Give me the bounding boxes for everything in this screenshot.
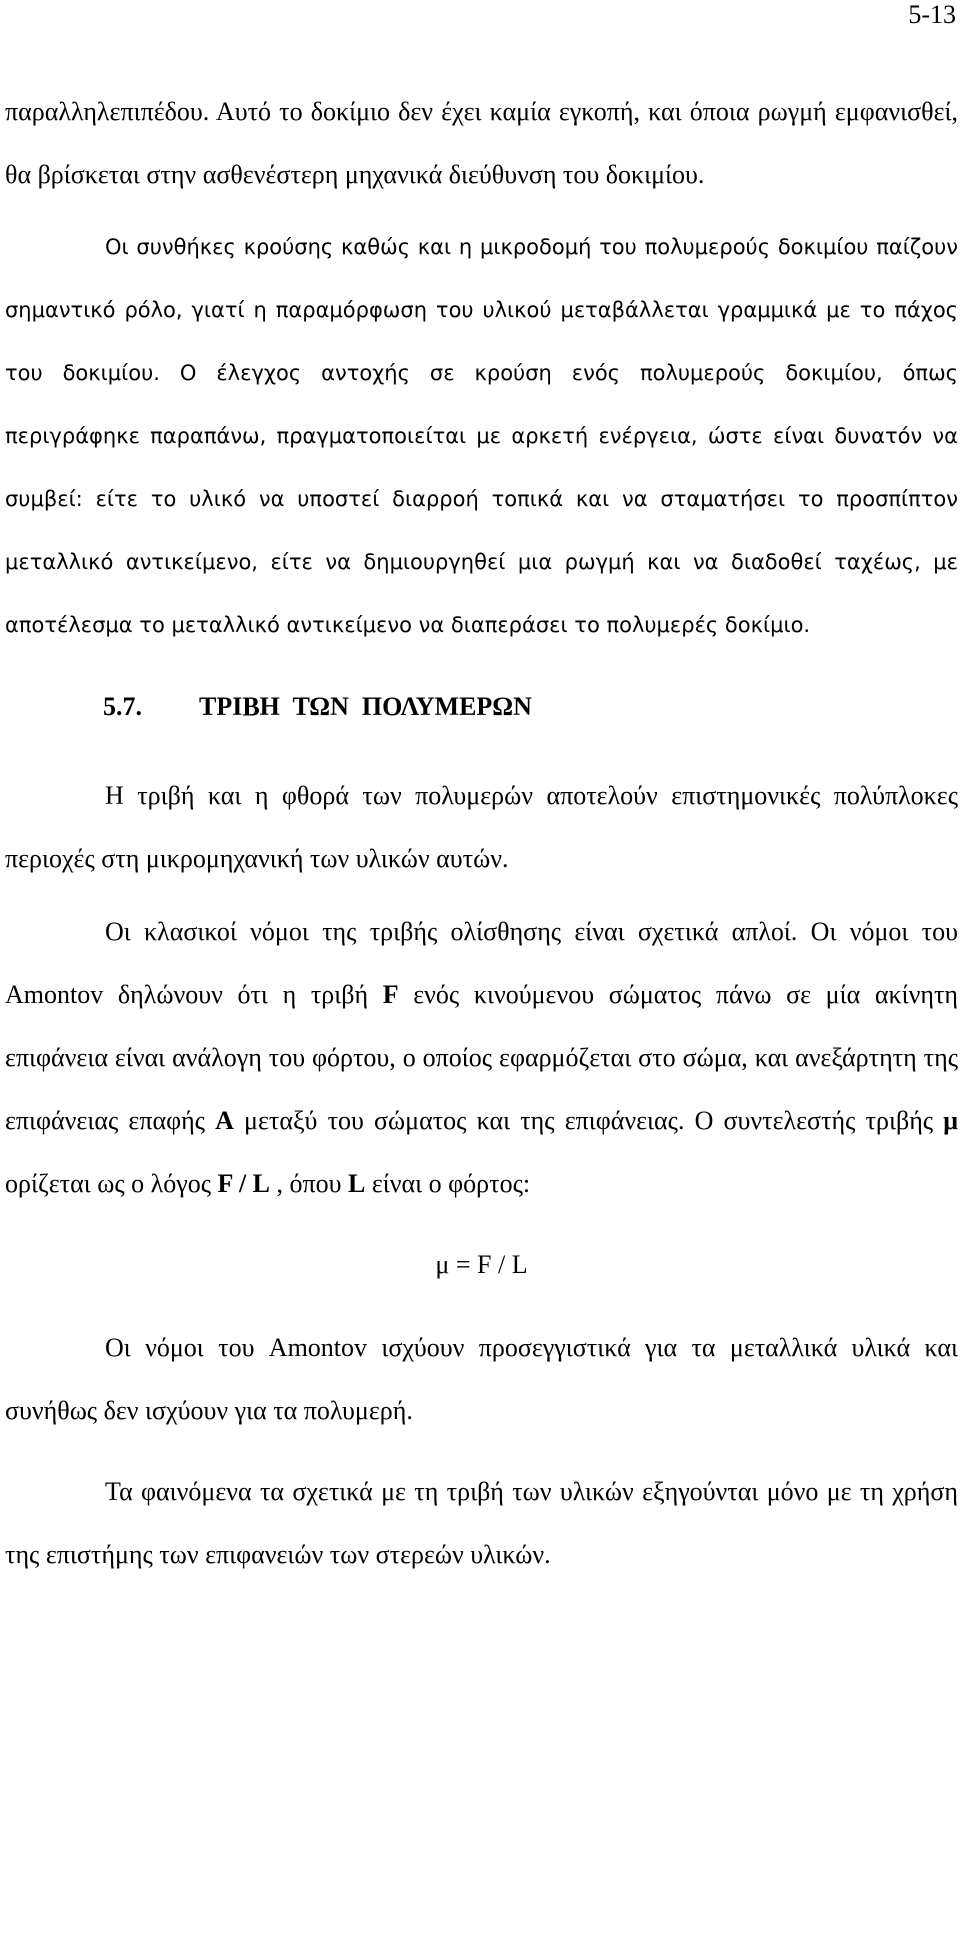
- paragraph-amontov-laws: Οι κλασικοί νόμοι της τριβής ολίσθησης είναι σχετικά απλοί. Οι νόμοι του Amontov δηλώνουν ότι η τριβή F ενός κινούμενου σώματος πάνω σε μία ακίνητη επιφάνεια είναι ανάλογη του φόρτου, ο οποίος εφαρμόζεται στο σώμα, και ανεξάρτητη της επιφάνειας επαφής Α μεταξύ του σώματος και της επιφάνειας. Ο συντελεστής τριβής μ ορίζεται ως ο λόγος F / L , όπου L είναι ο φόρτος:: [5, 917, 958, 1198]
- paragraph-continuation: παραλληλεπιπέδου. Αυτό το δοκίμιο δεν έχει καμία εγκοπή, και όποια ρωγμή εμφανισθεί, θα βρίσκεται στην ασθενέστερη μηχανικά διεύθυνση του δοκιμίου.: [5, 97, 958, 189]
- paragraph-surface-science: Τα φαινόμενα τα σχετικά με τη τριβή των υλικών εξηγούνται μόνο με τη χρήση της επιστήμης των επιφανειών των στερεών υλικών.: [5, 1477, 958, 1569]
- friction-coefficient-formula: μ = F / L: [435, 1250, 528, 1279]
- symbol-mu: μ: [943, 1106, 958, 1135]
- page-number: 5-13: [908, 0, 956, 29]
- page-content: [5, 80, 958, 1586]
- paragraph-impact-conditions: Οι συνθήκες κρούσης καθώς και η μικροδομή του πολυμερούς δοκιμίου παίζουν σημαντικό ρόλο, γιατί η παραμόρφωση του υλικού μεταβάλλεται γραμμικά με το πάχος του δοκιμίου. Ο έλεγχος αντοχής σε κρούση ενός πολυμερούς δοκιμίου, όπως περιγράφηκε παραπάνω, πραγματοποιείται με αρκετή ενέργεια, ώστε είναι δυνατόν να συμβεί: είτε το υλικό να υποστεί διαρροή τοπικά και να σταματήσει το προσπίπτον μεταλλικό αντικείμενο, είτε να δημιουργηθεί μια ρωγμή και να διαδοθεί ταχέως, με αποτέλεσμα το μεταλλικό αντικείμενο να διαπεράσει το πολυμερές δοκίμιο.: [5, 235, 958, 637]
- symbol-F-over-L: F / L: [217, 1169, 271, 1198]
- section-title: ΤΡΙΒΗ ΤΩΝ ΠΟΛΥΜΕΡΩΝ: [199, 692, 532, 721]
- paragraph-amontov-applicability: Οι νόμοι του Amontov ισχύουν προσεγγιστικά για τα μεταλλικά υλικά και συνήθως δεν ισχύουν για τα πολυμερή.: [5, 1333, 958, 1425]
- section-heading: [5, 675, 958, 738]
- symbol-friction-F: F: [382, 980, 399, 1009]
- paragraph-friction-intro: Η τριβή και η φθορά των πολυμερών αποτελούν επιστημονικές πολύπλοκες περιοχές στη μικρομηχανική των υλικών αυτών.: [5, 781, 958, 873]
- symbol-area-A: Α: [215, 1106, 234, 1135]
- symbol-load-L: L: [348, 1169, 366, 1198]
- section-number: 5.7.: [103, 692, 142, 721]
